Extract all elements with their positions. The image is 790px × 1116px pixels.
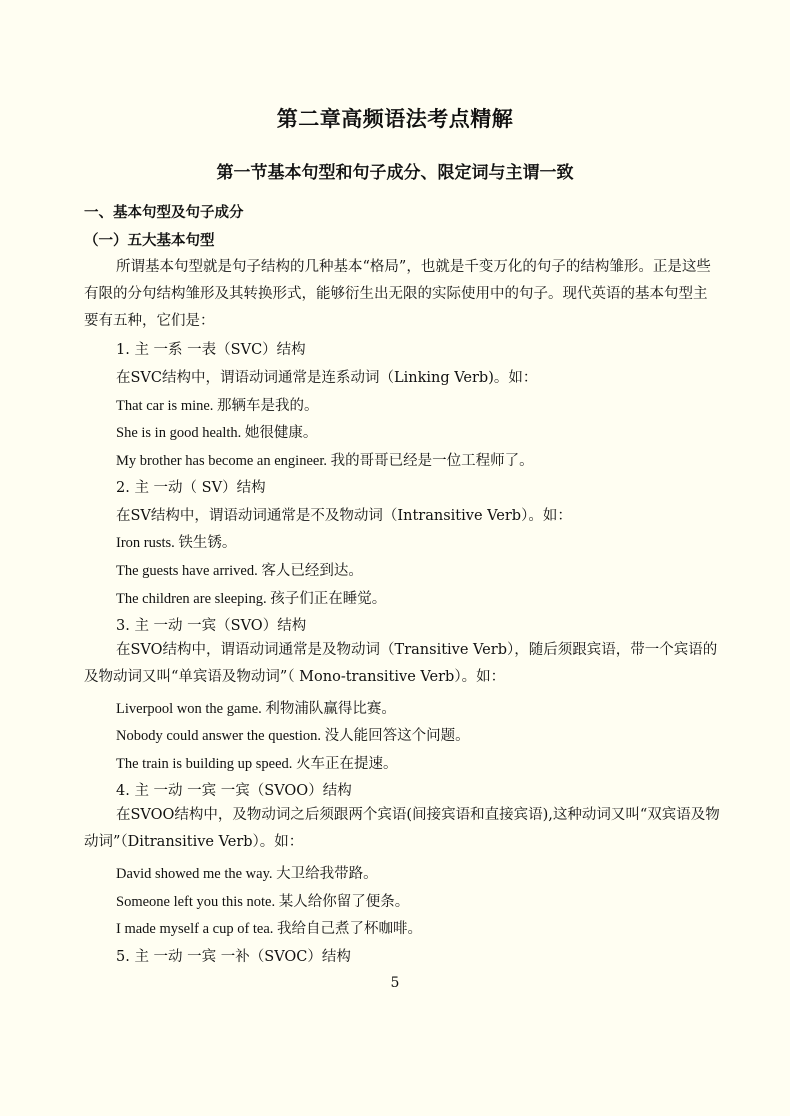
chapter-title: 第二章高频语法考点精解 [276, 106, 514, 131]
pattern-5-title: 5. 主 一动 一宾 一补（SVOC）结构 [116, 949, 351, 965]
pattern-3-title: 3. 主 一动 一宾（SVO）结构 [116, 618, 307, 634]
pattern-1-title: 1. 主 一系 一表（SVC）结构 [116, 342, 306, 358]
pattern-1-example-2: She is in good health. 她很健康。 [116, 425, 318, 441]
pattern-1-example-1: That car is mine. 那辆车是我的。 [116, 398, 319, 414]
pattern-3-description-paragraph [84, 637, 720, 691]
pattern-2-example-1: Iron rusts. 铁生锈。 [116, 535, 237, 551]
pattern-4-example-1: David showed me the way. 大卫给我带路。 [116, 866, 378, 882]
pattern-3-description: 在SVO结构中，谓语动词通常是及物动词（Transitive Verb），随后须跟宾语，带一个宾语的及物动词又叫“单宾语及物动词”（ Mono-transitive Verb）。如： [84, 642, 718, 685]
pattern-4-example-3: I made myself a cup of tea. 我给自己煮了杯咖啡。 [116, 921, 423, 937]
pattern-3-example-2: Nobody could answer the question. 没人能回答这个问题。 [116, 728, 470, 744]
pattern-1-example-3: My brother has become an engineer. 我的哥哥已经是一位工程师了。 [116, 453, 534, 469]
pattern-4-example-2: Someone left you this note. 某人给你留了便条。 [116, 894, 410, 910]
intro-paragraph [84, 254, 720, 335]
pattern-4-title: 4. 主 一动 一宾 一宾（SVOO）结构 [116, 783, 352, 799]
pattern-2-description: 在SV结构中，谓语动词通常是不及物动词（Intransitive Verb）。如： [116, 508, 572, 524]
page-number: 5 [390, 975, 400, 991]
pattern-3-example-3: The train is building up speed. 火车正在提速。 [116, 756, 398, 772]
heading-five-patterns: （一）五大基本句型 [84, 232, 215, 249]
pattern-1-description: 在SVC结构中，谓语动词通常是连系动词（Linking Verb)。如： [116, 370, 538, 386]
pattern-2-title: 2. 主 一动（ SV）结构 [116, 480, 266, 496]
intro-text: 所谓基本句型就是句子结构的几种基本“格局”，也就是千变万化的句子的结构雏形。正是这些有限的分句结构雏形及其转换形式，能够衍生出无限的实际使用中的句子。现代英语的基本句型主要有五种，它们是： [84, 259, 711, 329]
pattern-2-example-2: The guests have arrived. 客人已经到达。 [116, 563, 363, 579]
pattern-3-example-1: Liverpool won the game. 利物浦队赢得比赛。 [116, 701, 396, 717]
pattern-2-example-3: The children are sleeping. 孩子们正在睡觉。 [116, 591, 387, 607]
section-title: 第一节基本句型和句子成分、限定词与主谓一致 [216, 163, 574, 183]
pattern-4-description-paragraph [84, 802, 720, 856]
heading-basic-patterns: 一、基本句型及句子成分 [84, 204, 244, 221]
pattern-4-description: 在SVOO结构中，及物动词之后须跟两个宾语(间接宾语和直接宾语),这种动词又叫“双宾语及物动词”（Ditransitive Verb）。如： [84, 807, 720, 850]
